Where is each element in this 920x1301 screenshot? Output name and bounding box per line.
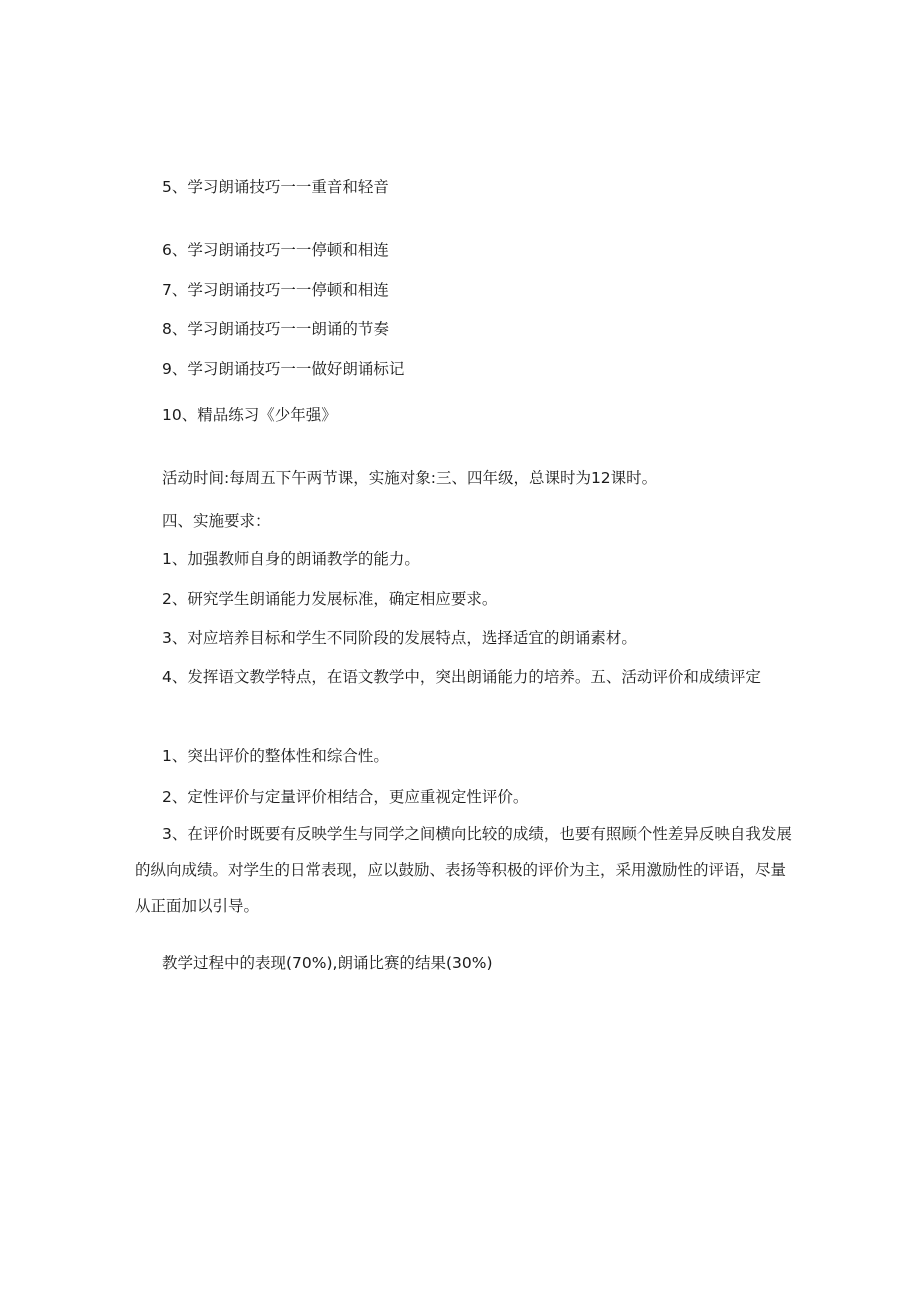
section-4-heading: 四、实施要求： [162,512,271,530]
lesson-item-9: 9、学习朗诵技巧一一做好朗诵标记 [162,360,405,378]
lesson-item-7: 7、学习朗诵技巧一一停顿和相连 [162,281,389,299]
requirement-item-4: 4、发挥语文教学特点，在语文教学中，突出朗诵能力的培养。五、活动评价和成绩评定 [162,668,761,686]
evaluation-item-2: 2、定性评价与定量评价相结合，更应重视定性评价。 [162,788,529,806]
lesson-item-8: 8、学习朗诵技巧一一朗诵的节奏 [162,320,389,338]
requirement-item-1: 1、加强教师自身的朗诵教学的能力。 [162,550,420,568]
requirement-item-3: 3、对应培养目标和学生不同阶段的发展特点，选择适宜的朗诵素材。 [162,629,637,647]
lesson-item-10: 10、精品练习《少年强》 [162,406,337,424]
grading-weights-text: 教学过程中的表现(70%),朗诵比赛的结果(30%) [162,954,493,972]
activity-time-text: 活动时间:每周五下午两节课，实施对象:三、四年级，总课时为12课时。 [162,469,658,487]
evaluation-item-3: 3、在评价时既要有反映学生与同学之间横向比较的成绩，也要有照顾个性差异反映自我发展的纵向成绩。对学生的日常表现，应以鼓励、表扬等积极的评价为主，采用激励性的评语，尽量从正面加以引导。 [135,825,792,915]
lesson-item-5: 5、学习朗诵技巧一一重音和轻音 [162,178,389,196]
requirement-item-2: 2、研究学生朗诵能力发展标准，确定相应要求。 [162,590,498,608]
evaluation-item-1: 1、突出评价的整体性和综合性。 [162,747,389,765]
lesson-item-6: 6、学习朗诵技巧一一停顿和相连 [162,241,389,259]
